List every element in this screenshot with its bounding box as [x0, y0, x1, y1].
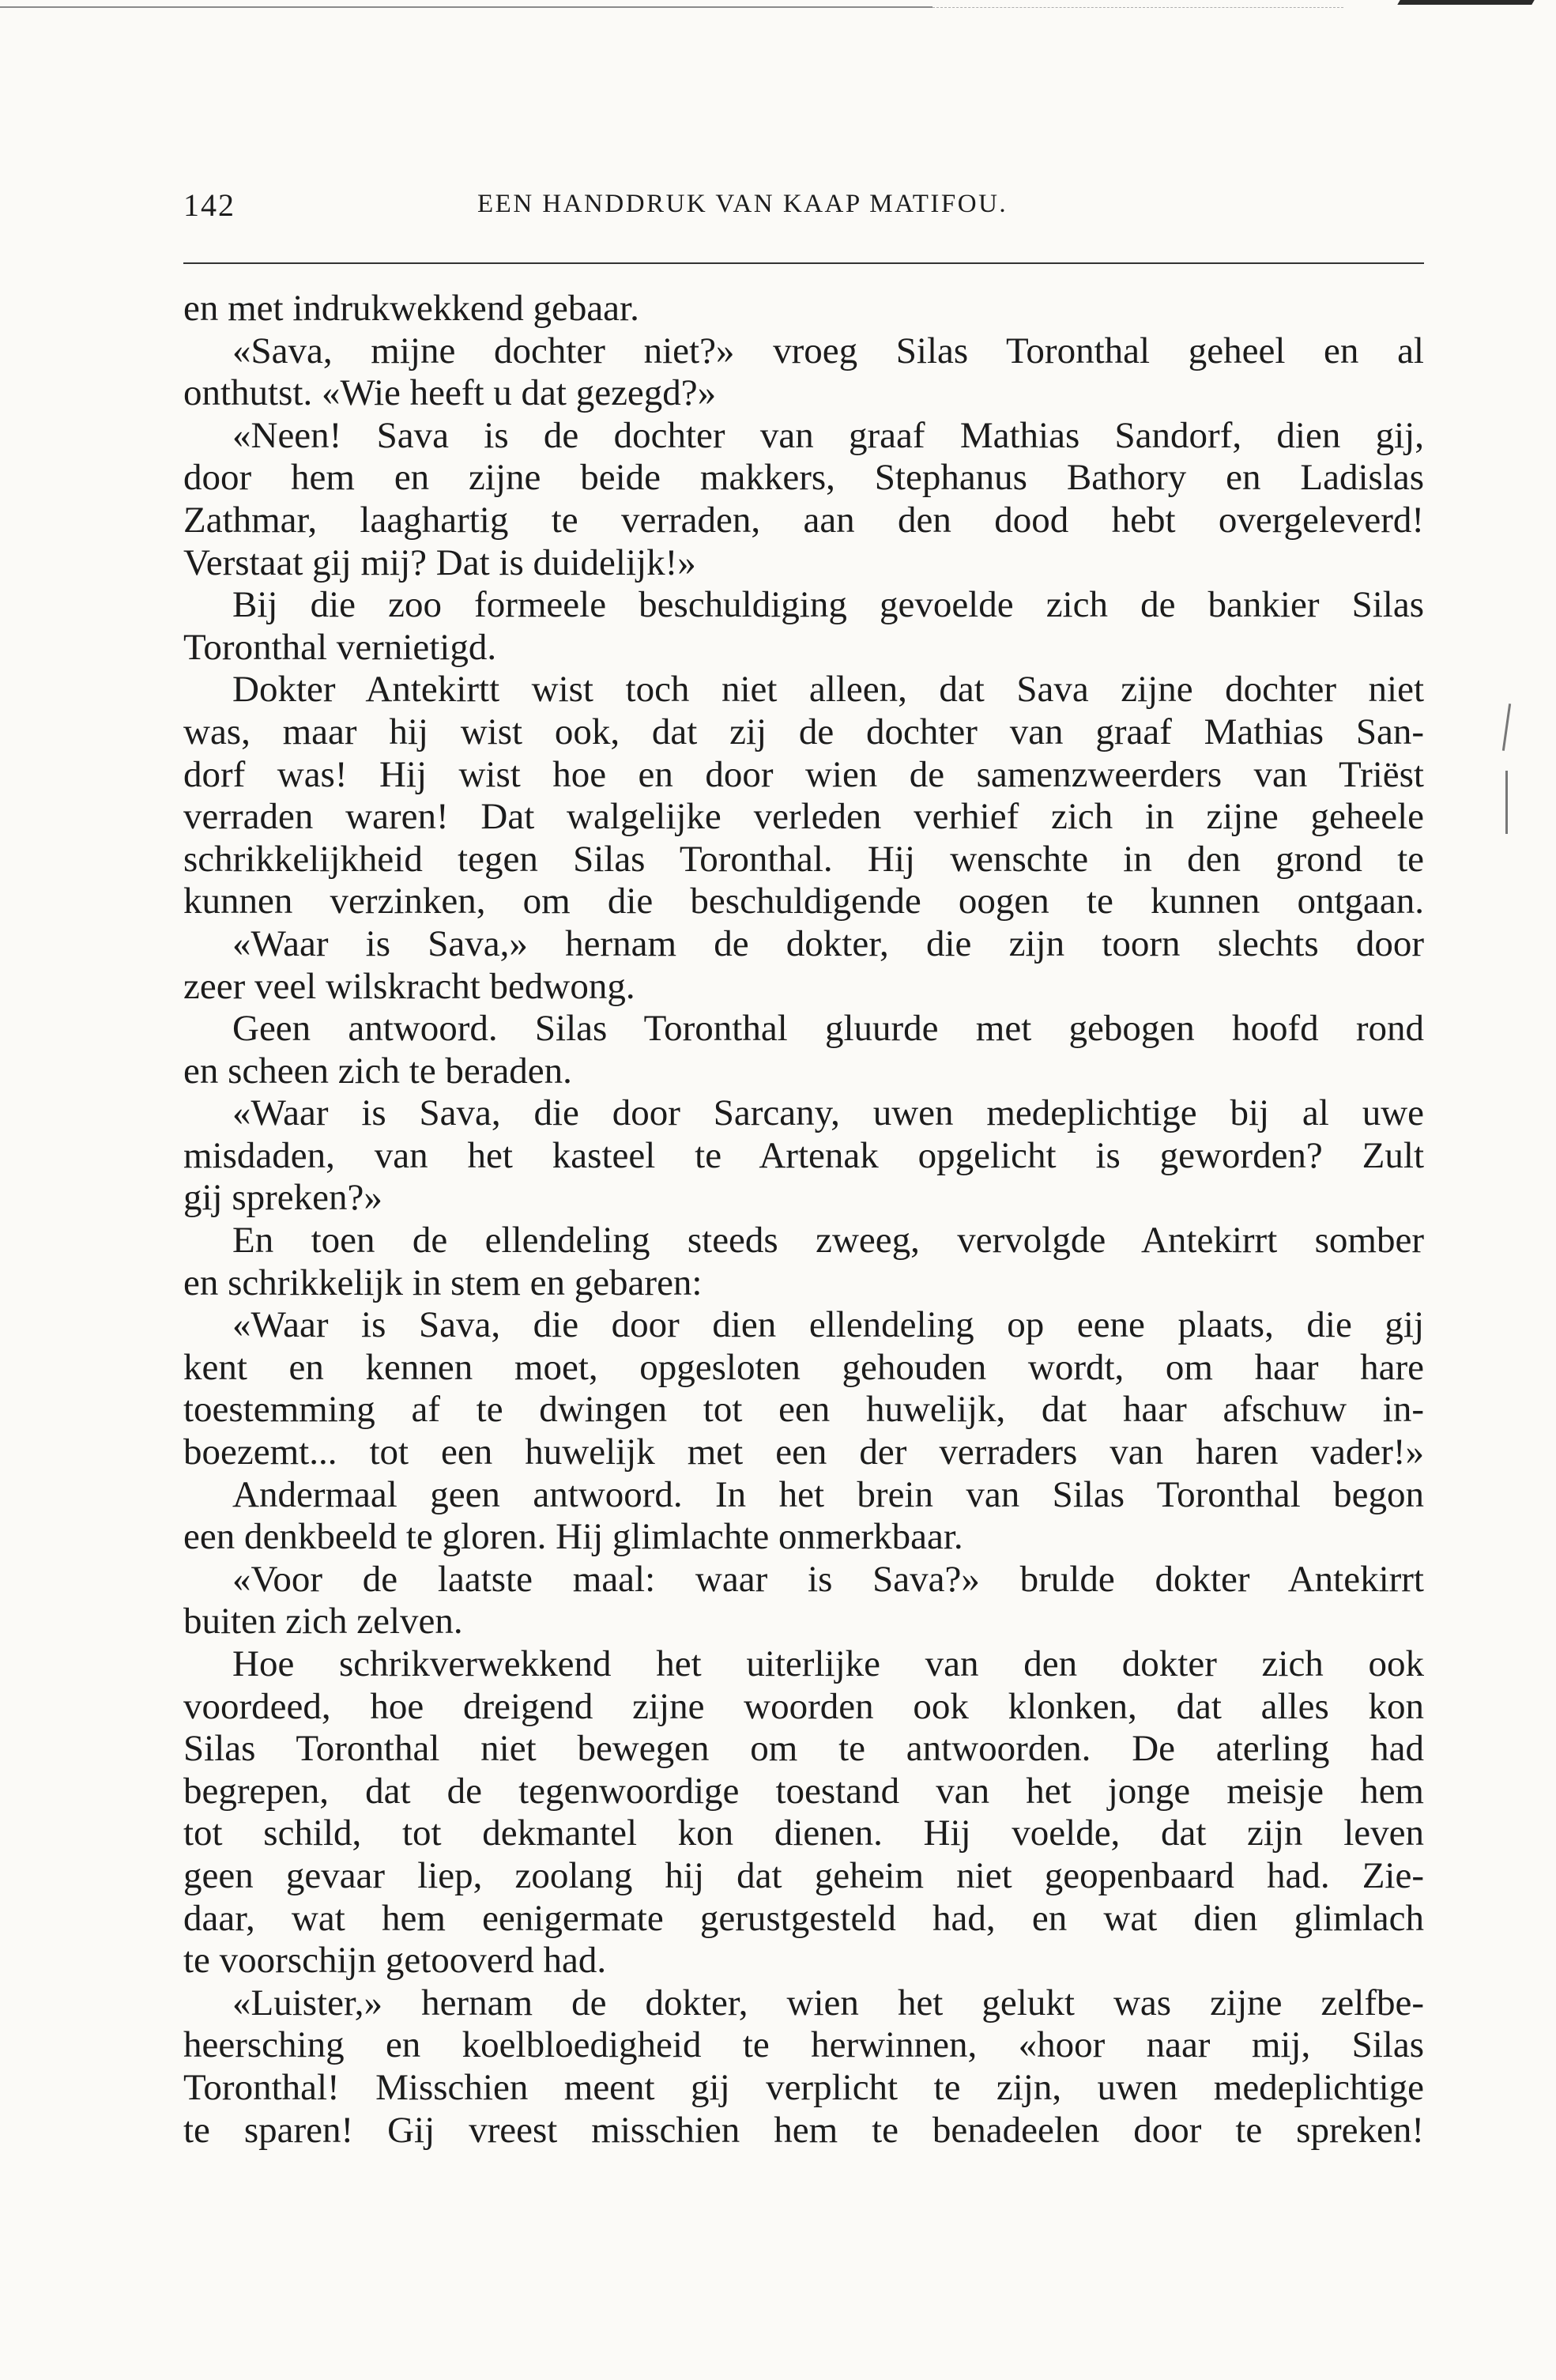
text-line: misdaden, van het kasteel te Artenak opgelicht is geworden? Zult — [183, 1134, 1424, 1176]
text-line: onthutst. «Wie heeft u dat gezegd?» — [183, 372, 717, 414]
page-header — [183, 187, 1424, 234]
text-line: door hem en zijne beide makkers, Stephanus Bathory en Ladislas — [183, 457, 1424, 499]
text-line: Hoe schrikverwekkend het uiterlijke van den dokter zich ook — [232, 1643, 1424, 1684]
text-line: boezemt... tot een huwelijk met een der verraders van haren vader!» — [183, 1431, 1424, 1473]
page-number: 142 — [183, 187, 235, 223]
text-line: «Waar is Sava, die door Sarcany, uwen medeplichtige bij al uwe — [232, 1092, 1424, 1134]
text-line: Silas Toronthal niet bewegen om te antwoorden. De aterling had — [183, 1728, 1424, 1770]
text-line: Verstaat gij mij? Dat is duidelijk!» — [183, 541, 696, 583]
text-line: voordeed, hoe dreigend zijne woorden ook klonken, dat alles kon — [183, 1685, 1424, 1727]
text-line: daar, wat hem eenigermate gerustgesteld had, en wat dien glimlach — [183, 1897, 1424, 1939]
header-rule — [183, 262, 1424, 264]
text-line: begrepen, dat de tegenwoordige toestand van het jonge meisje hem — [183, 1770, 1424, 1812]
text-line: geen gevaar liep, zoolang hij dat geheim niet geopenbaard had. Zie- — [183, 1854, 1424, 1896]
text-line: En toen de ellendeling steeds zweeg, vervolgde Antekirrt somber — [232, 1220, 1424, 1262]
text-line: buiten zich zelven. — [183, 1601, 463, 1643]
text-line: en met indrukwekkend gebaar. — [183, 288, 639, 329]
text-line: verraden waren! Dat walgelijke verleden verhief zich in zijne geheele — [183, 796, 1424, 838]
text-line: «Waar is Sava,» hernam de dokter, die zijn toorn slechts door — [232, 922, 1424, 964]
text-line: «Neen! Sava is de dochter van graaf Mathias Sandorf, dien gij, — [232, 414, 1424, 456]
text-line: Andermaal geen antwoord. In het brein van Silas Toronthal begon — [232, 1473, 1424, 1515]
text-line: schrikkelijkheid tegen Silas Toronthal. Hij wenschte in den grond te — [183, 838, 1424, 880]
text-line: heersching en koelbloedigheid te herwinnen, «hoor naar mij, Silas — [183, 2024, 1424, 2066]
text-line: tot schild, tot dekmantel kon dienen. Hij voelde, dat zijn leven — [183, 1812, 1424, 1854]
text-line: «Voor de laatste maal: waar is Sava?» brulde dokter Antekirrt — [232, 1558, 1424, 1600]
text-line: en scheen zich te beraden. — [183, 1050, 572, 1092]
margin-mark — [1502, 703, 1511, 751]
text-line: kent en kennen moet, opgesloten gehouden wordt, om haar hare — [183, 1346, 1424, 1388]
text-line: «Sava, mijne dochter niet?» vroeg Silas Toronthal geheel en al — [232, 330, 1424, 372]
text-line: «Waar is Sava, die door dien ellendeling op eene plaats, die gij — [232, 1304, 1424, 1346]
scan-border-artifact — [0, 0, 1556, 19]
text-line: Geen antwoord. Silas Toronthal gluurde met gebogen hoofd rond — [232, 1008, 1424, 1050]
text-line: een denkbeeld te gloren. Hij glimlachte onmerkbaar. — [183, 1516, 963, 1558]
text-line: en schrikkelijk in stem en gebaren: — [183, 1262, 703, 1303]
body-text — [183, 288, 1424, 2152]
text-line: gij spreken?» — [183, 1177, 382, 1219]
text-line: Toronthal vernietigd. — [183, 626, 497, 668]
text-line: te voorschijn getooverd had. — [183, 1940, 607, 1982]
text-line: Dokter Antekirtt wist toch niet alleen, dat Sava zijne dochter niet — [232, 669, 1424, 711]
text-line: Zathmar, laaghartig te verraden, aan den dood hebt overgeleverd! — [183, 499, 1424, 541]
text-line: «Luister,» hernam de dokter, wien het gelukt was zijne zelfbe- — [232, 1982, 1424, 2024]
margin-mark — [1505, 771, 1508, 834]
running-title: EEN HANDDRUK VAN KAAP MATIFOU. — [477, 190, 1008, 218]
text-line: Toronthal! Misschien meent gij verplicht te zijn, uwen medeplichtige — [183, 2066, 1424, 2108]
text-line: dorf was! Hij wist hoe en door wien de samenzweerders van Triëst — [183, 753, 1424, 795]
text-line: zeer veel wilskracht bedwong. — [183, 965, 635, 1007]
text-line: toestemming af te dwingen tot een huwelijk, dat haar afschuw in- — [183, 1389, 1424, 1431]
text-line: te sparen! Gij vreest misschien hem te benadeelen door te spreken! — [183, 2109, 1424, 2151]
text-line: kunnen verzinken, om die beschuldigende oogen te kunnen ontgaan. — [183, 881, 1424, 922]
text-line: was, maar hij wist ook, dat zij de dochter van graaf Mathias San- — [183, 711, 1424, 752]
text-line: Bij die zoo formeele beschuldiging gevoelde zich de bankier Silas — [232, 584, 1424, 626]
